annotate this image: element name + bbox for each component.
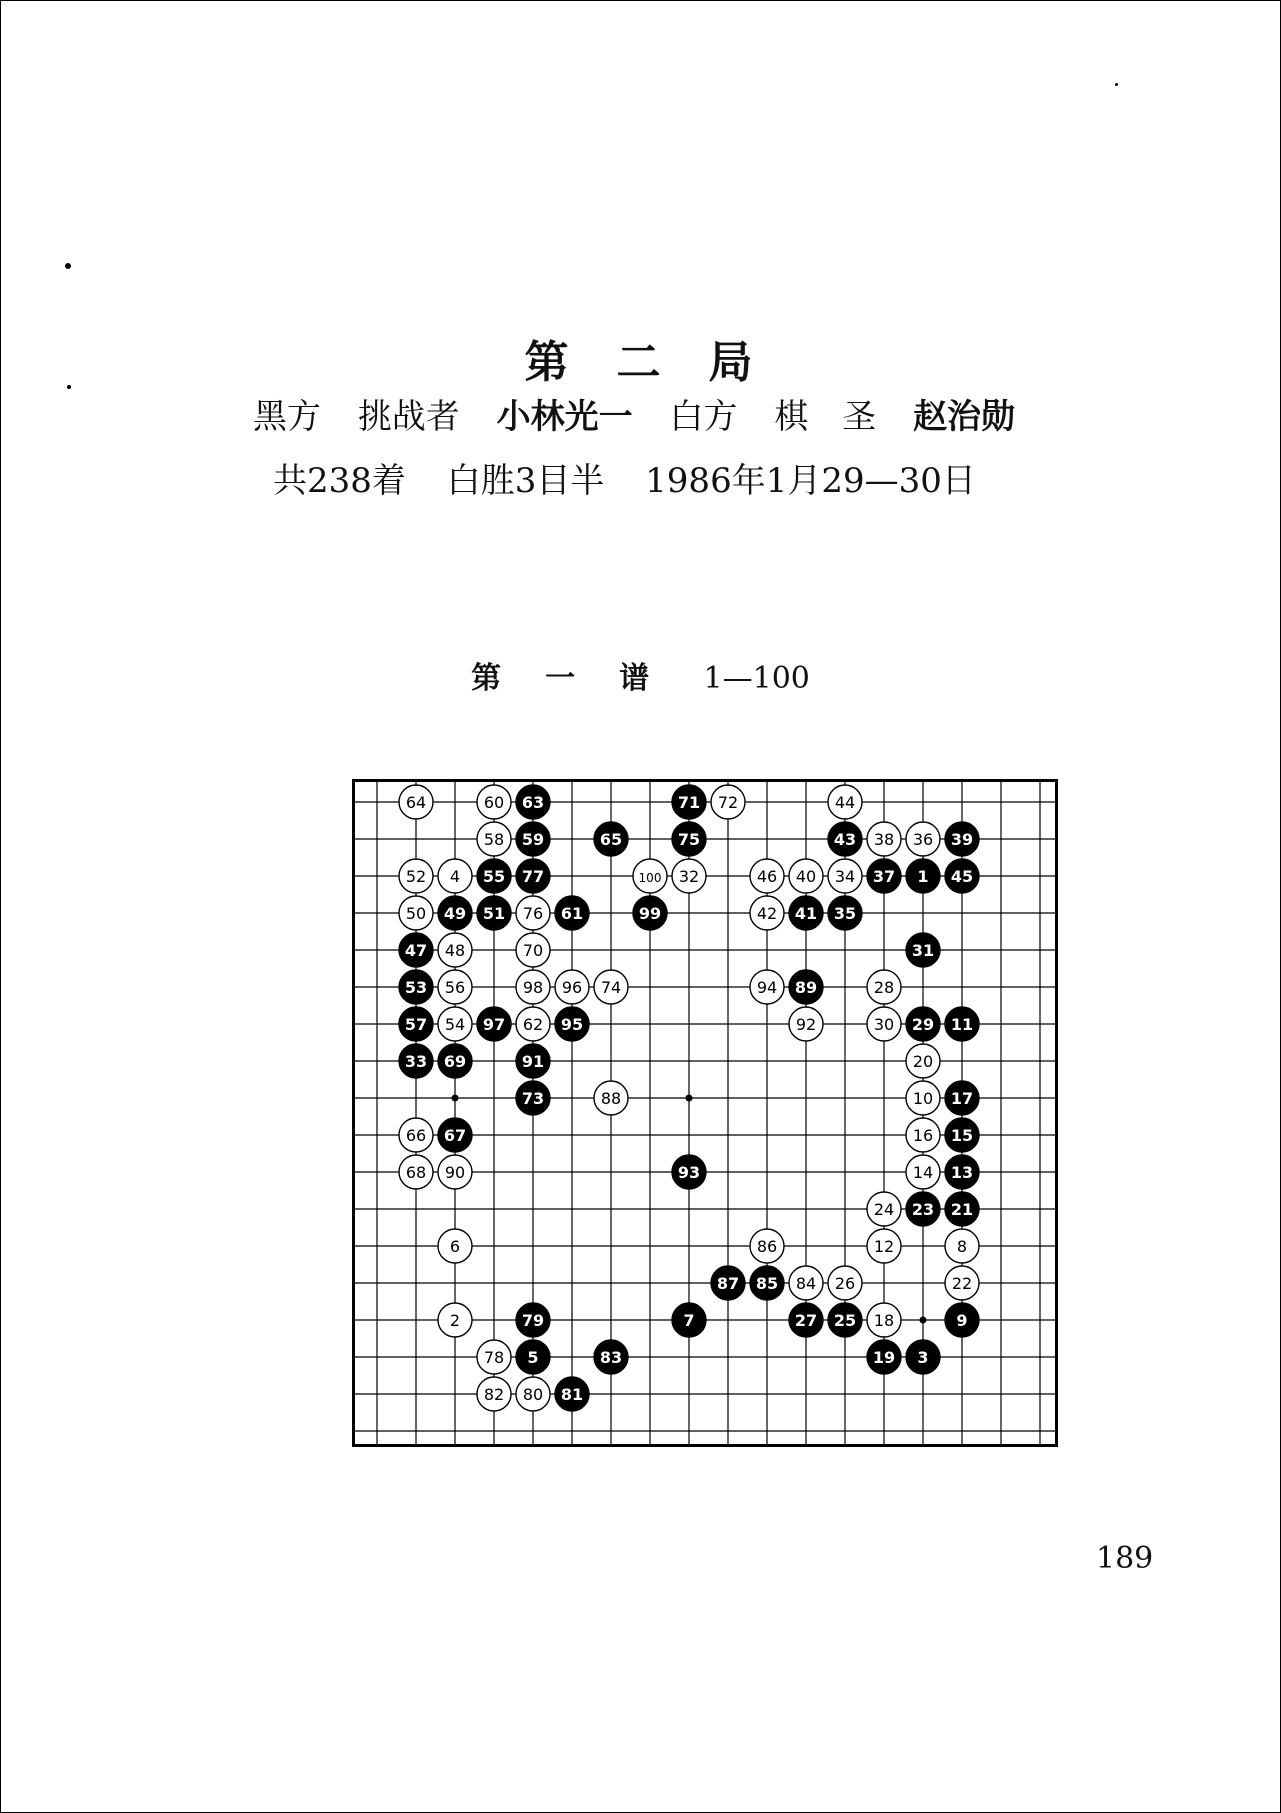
stone-move-number: 52 xyxy=(405,867,427,886)
black-stone-27 xyxy=(789,1303,823,1337)
stone-move-number: 83 xyxy=(599,1348,623,1367)
stone-move-number: 50 xyxy=(405,904,427,923)
stone-move-number: 13 xyxy=(950,1163,974,1182)
stone-move-number: 89 xyxy=(794,978,818,997)
black-stone-25 xyxy=(828,1303,862,1337)
stone-move-number: 91 xyxy=(521,1052,545,1071)
move-count: 共238着 xyxy=(273,461,406,501)
stone-move-number: 21 xyxy=(950,1200,974,1219)
black-stone-21 xyxy=(945,1192,979,1226)
white-stone-10 xyxy=(906,1081,940,1115)
black-stone-83 xyxy=(594,1340,628,1374)
stone-move-number: 66 xyxy=(405,1126,427,1145)
black-stone-63 xyxy=(516,785,550,819)
stone-move-number: 75 xyxy=(677,830,701,849)
stone-move-number: 4 xyxy=(449,867,461,886)
go-board-diagram xyxy=(352,779,1058,1447)
stone-move-number: 10 xyxy=(912,1089,934,1108)
stone-move-number: 92 xyxy=(795,1015,817,1034)
white-title: 棋 圣 xyxy=(774,397,877,437)
stone-move-number: 18 xyxy=(873,1311,895,1330)
white-stone-20 xyxy=(906,1044,940,1078)
white-stone-32 xyxy=(672,859,706,893)
white-stone-82 xyxy=(477,1377,511,1411)
stone-move-number: 64 xyxy=(405,793,427,812)
stone-move-number: 6 xyxy=(449,1237,461,1256)
stone-move-number: 79 xyxy=(521,1311,545,1330)
white-stone-54 xyxy=(438,1007,472,1041)
white-stone-36 xyxy=(906,822,940,856)
stone-move-number: 44 xyxy=(834,793,856,812)
stone-move-number: 86 xyxy=(756,1237,778,1256)
black-stone-73 xyxy=(516,1081,550,1115)
stone-move-number: 30 xyxy=(873,1015,895,1034)
black-stone-59 xyxy=(516,822,550,856)
black-stone-9 xyxy=(945,1303,979,1337)
stone-move-number: 57 xyxy=(404,1015,428,1034)
black-stone-49 xyxy=(438,896,472,930)
black-stone-29 xyxy=(906,1007,940,1041)
black-stone-77 xyxy=(516,859,550,893)
stone-move-number: 56 xyxy=(444,978,466,997)
stone-move-number: 12 xyxy=(873,1237,895,1256)
stone-move-number: 42 xyxy=(756,904,778,923)
black-stone-15 xyxy=(945,1118,979,1152)
black-stone-1 xyxy=(906,859,940,893)
white-stone-24 xyxy=(867,1192,901,1226)
black-stone-75 xyxy=(672,822,706,856)
stone-move-number: 24 xyxy=(873,1200,895,1219)
white-stone-72 xyxy=(711,785,745,819)
stone-move-number: 63 xyxy=(521,793,545,812)
stone-move-number: 94 xyxy=(756,978,778,997)
stone-move-number: 100 xyxy=(638,871,662,885)
stone-move-number: 29 xyxy=(911,1015,935,1034)
stone-move-number: 97 xyxy=(482,1015,506,1034)
stone-move-number: 58 xyxy=(483,830,505,849)
stone-move-number: 5 xyxy=(527,1348,539,1367)
white-stone-88 xyxy=(594,1081,628,1115)
white-stone-68 xyxy=(399,1155,433,1189)
stone-move-number: 15 xyxy=(950,1126,974,1145)
stone-move-number: 19 xyxy=(872,1348,896,1367)
black-stone-85 xyxy=(750,1266,784,1300)
stone-move-number: 74 xyxy=(600,978,622,997)
white-stone-48 xyxy=(438,933,472,967)
stone-move-number: 77 xyxy=(521,867,545,886)
black-stone-7 xyxy=(672,1303,706,1337)
stone-move-number: 82 xyxy=(483,1385,505,1404)
stone-move-number: 39 xyxy=(950,830,974,849)
black-title: 挑战者 xyxy=(357,397,460,437)
print-speck xyxy=(1115,83,1118,86)
stone-move-number: 11 xyxy=(950,1015,974,1034)
white-stone-52 xyxy=(399,859,433,893)
stone-move-number: 53 xyxy=(404,978,428,997)
white-stone-96 xyxy=(555,970,589,1004)
white-stone-64 xyxy=(399,785,433,819)
stone-move-number: 71 xyxy=(677,793,701,812)
white-stone-44 xyxy=(828,785,862,819)
black-stone-33 xyxy=(399,1044,433,1078)
white-stone-18 xyxy=(867,1303,901,1337)
stone-move-number: 31 xyxy=(911,941,935,960)
white-stone-16 xyxy=(906,1118,940,1152)
stone-move-number: 96 xyxy=(561,978,583,997)
stone-move-number: 41 xyxy=(794,904,818,923)
stone-move-number: 51 xyxy=(482,904,506,923)
black-stone-37 xyxy=(867,859,901,893)
black-stone-51 xyxy=(477,896,511,930)
white-stone-26 xyxy=(828,1266,862,1300)
white-stone-86 xyxy=(750,1229,784,1263)
white-stone-34 xyxy=(828,859,862,893)
white-stone-56 xyxy=(438,970,472,1004)
black-stone-57 xyxy=(399,1007,433,1041)
white-stone-80 xyxy=(516,1377,550,1411)
figure-move-range: 1—100 xyxy=(703,661,810,696)
game-date: 1986年1月29—30日 xyxy=(645,461,976,501)
stone-move-number: 2 xyxy=(449,1311,461,1330)
stone-move-number: 8 xyxy=(956,1237,968,1256)
white-stone-84 xyxy=(789,1266,823,1300)
white-stone-70 xyxy=(516,933,550,967)
black-stone-61 xyxy=(555,896,589,930)
stone-move-number: 25 xyxy=(833,1311,857,1330)
stone-move-number: 35 xyxy=(833,904,857,923)
black-stone-95 xyxy=(555,1007,589,1041)
stone-move-number: 37 xyxy=(872,867,896,886)
white-stone-2 xyxy=(438,1303,472,1337)
black-stone-65 xyxy=(594,822,628,856)
stone-move-number: 85 xyxy=(755,1274,779,1293)
black-stone-13 xyxy=(945,1155,979,1189)
white-stone-28 xyxy=(867,970,901,1004)
black-stone-89 xyxy=(789,970,823,1004)
stone-move-number: 90 xyxy=(444,1163,466,1182)
stone-move-number: 72 xyxy=(717,793,739,812)
game-meta-line xyxy=(273,453,1006,502)
stone-move-number: 20 xyxy=(912,1052,934,1071)
white-side-label: 白方 xyxy=(669,397,738,437)
game-title: 第 二 局 xyxy=(524,337,757,388)
white-stone-8 xyxy=(945,1229,979,1263)
black-stone-99 xyxy=(633,896,667,930)
stone-move-number: 32 xyxy=(678,867,700,886)
black-side-label: 黑方 xyxy=(253,397,321,437)
black-player-name: 小林光一 xyxy=(496,397,633,437)
black-stone-67 xyxy=(438,1118,472,1152)
stone-move-number: 73 xyxy=(521,1089,545,1108)
stone-move-number: 17 xyxy=(950,1089,974,1108)
print-speck xyxy=(67,385,71,389)
stone-move-number: 49 xyxy=(443,904,467,923)
black-stone-41 xyxy=(789,896,823,930)
stone-move-number: 55 xyxy=(482,867,506,886)
stone-move-number: 38 xyxy=(873,830,895,849)
black-stone-17 xyxy=(945,1081,979,1115)
white-stone-100 xyxy=(633,859,667,893)
game-result: 白胜3目半 xyxy=(446,461,605,501)
black-stone-3 xyxy=(906,1340,940,1374)
page-number: 189 xyxy=(1096,1541,1154,1576)
black-stone-91 xyxy=(516,1044,550,1078)
star-point xyxy=(452,1095,459,1102)
black-stone-43 xyxy=(828,822,862,856)
stone-move-number: 16 xyxy=(912,1126,934,1145)
white-stone-6 xyxy=(438,1229,472,1263)
black-stone-45 xyxy=(945,859,979,893)
black-stone-35 xyxy=(828,896,862,930)
stone-move-number: 14 xyxy=(912,1163,934,1182)
stone-move-number: 26 xyxy=(834,1274,856,1293)
black-stone-55 xyxy=(477,859,511,893)
stone-move-number: 61 xyxy=(560,904,584,923)
stone-move-number: 48 xyxy=(444,941,466,960)
stone-move-number: 99 xyxy=(638,904,662,923)
white-stone-62 xyxy=(516,1007,550,1041)
white-stone-12 xyxy=(867,1229,901,1263)
stone-move-number: 33 xyxy=(404,1052,428,1071)
black-stone-69 xyxy=(438,1044,472,1078)
black-stone-87 xyxy=(711,1266,745,1300)
stone-move-number: 98 xyxy=(522,978,544,997)
stone-move-number: 80 xyxy=(522,1385,544,1404)
black-stone-79 xyxy=(516,1303,550,1337)
black-stone-39 xyxy=(945,822,979,856)
black-stone-23 xyxy=(906,1192,940,1226)
stone-move-number: 7 xyxy=(683,1311,695,1330)
stone-move-number: 62 xyxy=(522,1015,544,1034)
white-stone-98 xyxy=(516,970,550,1004)
stone-move-number: 28 xyxy=(873,978,895,997)
stone-move-number: 23 xyxy=(911,1200,935,1219)
black-stone-19 xyxy=(867,1340,901,1374)
white-stone-4 xyxy=(438,859,472,893)
stone-move-number: 93 xyxy=(677,1163,701,1182)
stone-move-number: 54 xyxy=(444,1015,466,1034)
stone-move-number: 67 xyxy=(443,1126,467,1145)
stone-move-number: 68 xyxy=(405,1163,427,1182)
black-stone-47 xyxy=(399,933,433,967)
white-stone-74 xyxy=(594,970,628,1004)
black-stone-53 xyxy=(399,970,433,1004)
black-stone-71 xyxy=(672,785,706,819)
stone-move-number: 45 xyxy=(950,867,974,886)
black-stone-93 xyxy=(672,1155,706,1189)
white-stone-60 xyxy=(477,785,511,819)
white-stone-42 xyxy=(750,896,784,930)
black-stone-97 xyxy=(477,1007,511,1041)
stone-move-number: 34 xyxy=(834,867,856,886)
stone-move-number: 65 xyxy=(599,830,623,849)
stone-move-number: 84 xyxy=(795,1274,817,1293)
white-stone-46 xyxy=(750,859,784,893)
white-stone-30 xyxy=(867,1007,901,1041)
black-stone-5 xyxy=(516,1340,550,1374)
stone-move-number: 40 xyxy=(795,867,817,886)
star-point xyxy=(920,1317,927,1324)
white-stone-90 xyxy=(438,1155,472,1189)
stone-move-number: 87 xyxy=(716,1274,740,1293)
stone-move-number: 22 xyxy=(951,1274,973,1293)
stone-move-number: 76 xyxy=(522,904,544,923)
star-point xyxy=(686,1095,693,1102)
white-stone-94 xyxy=(750,970,784,1004)
go-board-svg xyxy=(355,782,1055,1444)
stone-move-number: 27 xyxy=(794,1311,818,1330)
stone-move-number: 47 xyxy=(404,941,428,960)
white-stone-50 xyxy=(399,896,433,930)
stone-move-number: 9 xyxy=(956,1311,968,1330)
stone-move-number: 1 xyxy=(917,867,929,886)
white-player-name: 赵治勋 xyxy=(913,397,1016,437)
black-stone-11 xyxy=(945,1007,979,1041)
black-stone-31 xyxy=(906,933,940,967)
black-stone-81 xyxy=(555,1377,589,1411)
print-speck xyxy=(65,263,71,269)
stone-move-number: 95 xyxy=(560,1015,584,1034)
white-stone-76 xyxy=(516,896,550,930)
white-stone-58 xyxy=(477,822,511,856)
stone-move-number: 69 xyxy=(443,1052,467,1071)
white-stone-22 xyxy=(945,1266,979,1300)
stone-move-number: 59 xyxy=(521,830,545,849)
white-stone-40 xyxy=(789,859,823,893)
players-line xyxy=(253,389,1041,438)
stone-move-number: 78 xyxy=(483,1348,505,1367)
white-stone-66 xyxy=(399,1118,433,1152)
stone-move-number: 46 xyxy=(756,867,778,886)
stone-move-number: 81 xyxy=(560,1385,584,1404)
stone-move-number: 3 xyxy=(917,1348,929,1367)
white-stone-14 xyxy=(906,1155,940,1189)
stone-move-number: 60 xyxy=(483,793,505,812)
stone-move-number: 36 xyxy=(912,830,934,849)
stone-move-number: 43 xyxy=(833,830,857,849)
white-stone-38 xyxy=(867,822,901,856)
figure-caption: 第 一 谱 1—100 xyxy=(471,661,810,696)
white-stone-78 xyxy=(477,1340,511,1374)
white-stone-92 xyxy=(789,1007,823,1041)
stone-move-number: 70 xyxy=(522,941,544,960)
stone-move-number: 88 xyxy=(600,1089,622,1108)
